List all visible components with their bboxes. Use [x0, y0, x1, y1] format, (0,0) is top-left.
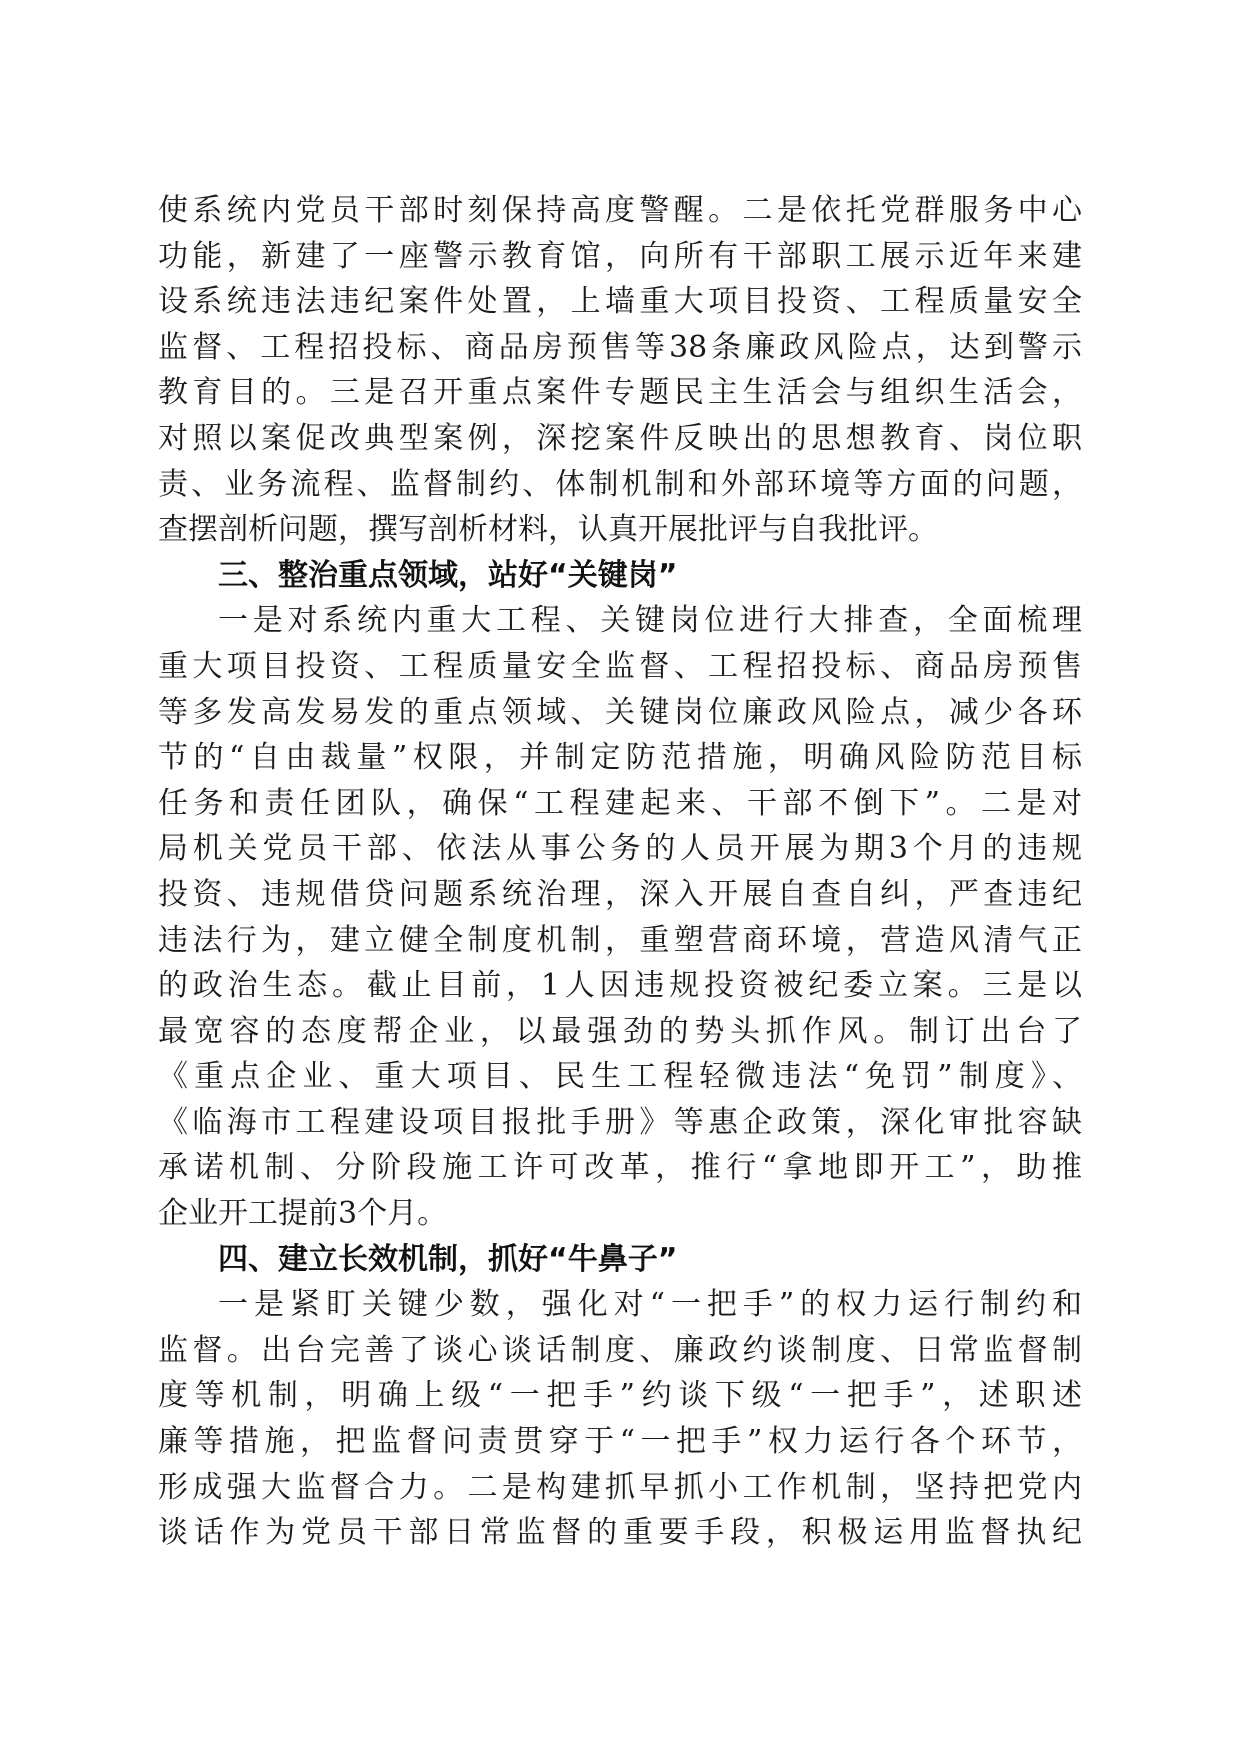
text-line: 监督。出台完善了谈心谈话制度、廉政约谈制度、日常监督制: [158, 1332, 1082, 1368]
text-line: 承诺机制、分阶段施工许可改革，推行“拿地即开工”，助推: [158, 1150, 1082, 1186]
text-line: 谈话作为党员干部日常监督的重要手段，积极运用监督执纪: [158, 1515, 1082, 1551]
text-line: 重大项目投资、工程质量安全监督、工程招投标、商品房预售: [158, 648, 1082, 684]
text-line: 《重点企业、重大项目、民生工程轻微违法“免罚”制度》、: [158, 1059, 1082, 1095]
section-heading: 三、整治重点领域，站好“关键岗”: [218, 557, 678, 593]
text-line: 等多发高发易发的重点领域、关键岗位廉政风险点，减少各环: [158, 694, 1082, 730]
text-line: 监督、工程招投标、商品房预售等38条廉政风险点，达到警示: [158, 329, 1082, 365]
section-heading: 四、建立长效机制，抓好“牛鼻子”: [218, 1241, 678, 1277]
text-line: 《临海市工程建设项目报批手册》等惠企政策，深化审批容缺: [158, 1104, 1082, 1140]
text-line: 违法行为，建立健全制度机制，重塑营商环境，营造风清气正: [158, 922, 1082, 958]
text-line: 责、业务流程、监督制约、体制机制和外部环境等方面的问题，: [158, 466, 1082, 502]
text-line: 节的“自由裁量”权限，并制定防范措施，明确风险防范目标: [158, 740, 1082, 776]
text-line: 形成强大监督合力。二是构建抓早抓小工作机制，坚持把党内: [158, 1469, 1082, 1505]
text-line: 度等机制，明确上级“一把手”约谈下级“一把手”，述职述: [158, 1378, 1082, 1414]
text-line: 设系统违法违纪案件处置，上墙重大项目投资、工程质量安全: [158, 284, 1082, 320]
text-line: 使系统内党员干部时刻保持高度警醒。二是依托党群服务中心: [158, 193, 1082, 228]
text-line: 一是对系统内重大工程、关键岗位进行大排查，全面梳理: [218, 603, 1082, 639]
text-line: 功能，新建了一座警示教育馆，向所有干部职工展示近年来建: [158, 238, 1082, 274]
text-line: 一是紧盯关键少数，强化对“一把手”的权力运行制约和: [218, 1287, 1082, 1323]
text-line: 查摆剖析问题，撰写剖析材料，认真开展批评与自我批评。: [158, 512, 938, 548]
document-body: [158, 188, 1082, 1556]
text-line: 局机关党员干部、依法从事公务的人员开展为期3个月的违规: [158, 831, 1082, 867]
text-line: 最宽容的态度帮企业，以最强劲的势头抓作风。制订出台了: [158, 1013, 1082, 1049]
text-line: 对照以案促改典型案例，深挖案件反映出的思想教育、岗位职: [158, 420, 1082, 456]
text-line: 投资、违规借贷问题系统治理，深入开展自查自纠，严查违纪: [158, 876, 1082, 912]
text-line: 任务和责任团队，确保“工程建起来、干部不倒下”。二是对: [158, 785, 1082, 821]
text-line: 的政治生态。截止目前，1人因违规投资被纪委立案。三是以: [158, 968, 1082, 1004]
text-line: 教育目的。三是召开重点案件专题民主生活会与组织生活会，: [158, 375, 1082, 411]
text-line: 企业开工提前3个月。: [158, 1196, 448, 1232]
text-line: 廉等措施，把监督问责贯穿于“一把手”权力运行各个环节，: [158, 1424, 1082, 1460]
